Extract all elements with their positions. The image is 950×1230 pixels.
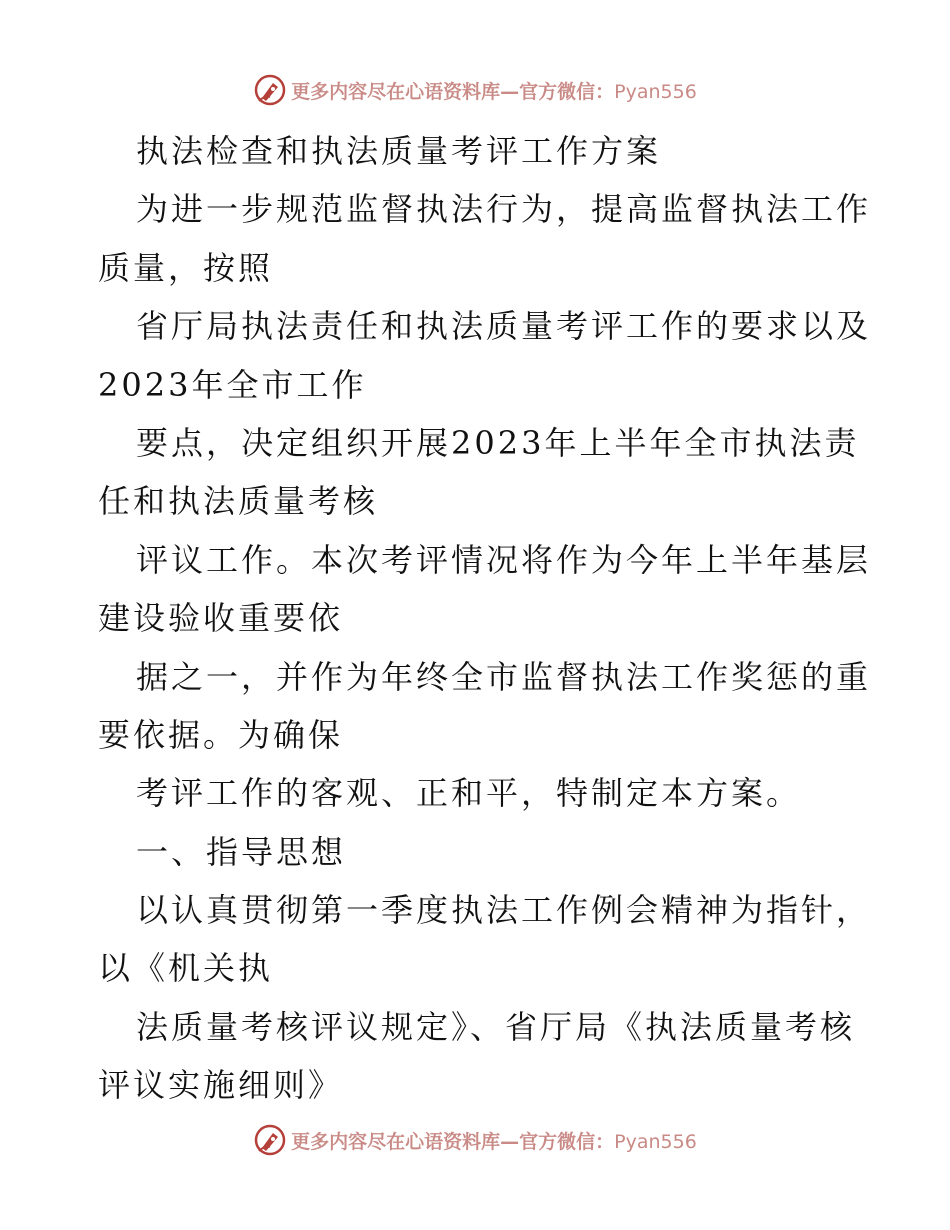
text-line: 为进一步规范监督执法行为，提高监督执法工作 [136,190,872,229]
text-line: 质量，按照 [98,248,274,287]
text-line: 法质量考核评议规定》、省厅局《执法质量考核 [136,1007,856,1046]
watermark-footer [0,1120,950,1160]
watermark-text: 更多内容尽在心语资料库—官方微信：Pyan556 [291,1130,697,1153]
text-line: 评议实施细则》 [98,1066,344,1105]
text-line: 建设验收重要依 [98,599,344,638]
watermark-text: 更多内容尽在心语资料库—官方微信：Pyan556 [291,80,697,103]
text-line: 以《机关执 [98,949,274,988]
text-line: 省厅局执法责任和执法质量考评工作的要求以及 [136,307,872,346]
text-line: 据之一，并作为年终全市监督执法工作奖惩的重 [136,657,872,696]
text-line: 一、指导思想 [136,832,347,871]
text-line: 考评工作的客观、正和平，特制定本方案。 [136,774,802,813]
document-body [98,122,872,1115]
watermark-header [0,70,950,110]
text-line: 要点，决定组织开展2023年上半年全市执法责 [136,423,860,462]
text-line: 以认真贯彻第一季度执法工作例会精神为指针， [136,891,872,930]
text-line: 任和执法质量考核 [98,482,379,521]
pen-nib-logo-icon [253,73,287,107]
text-line: 执法检查和执法质量考评工作方案 [136,132,662,170]
pen-nib-logo-icon [253,1123,287,1157]
text-line: 2023年全市工作 [98,365,367,404]
text-line: 评议工作。本次考评情况将作为今年上半年基层 [136,540,872,579]
text-line: 要依据。为确保 [98,715,344,754]
